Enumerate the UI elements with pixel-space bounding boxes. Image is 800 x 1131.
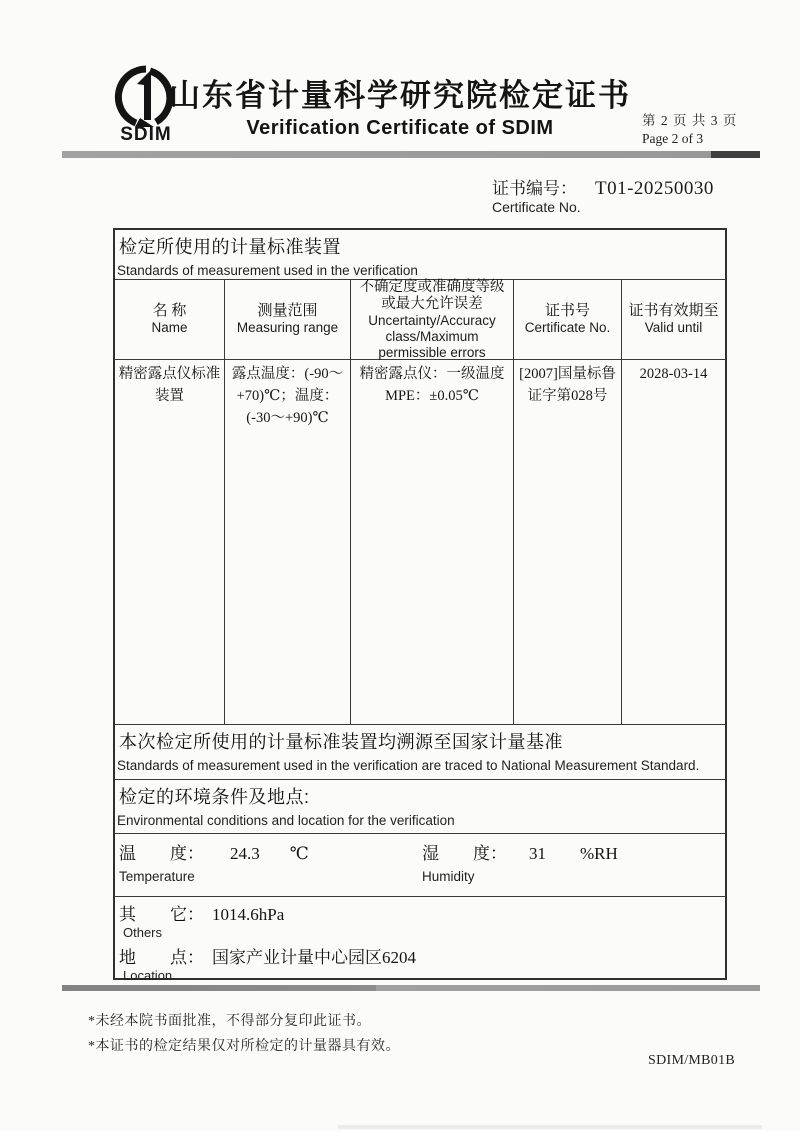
humidity-label-cn: 湿 度：: [422, 844, 507, 863]
temperature-label-cn: 温 度：: [119, 844, 204, 863]
temperature-value: 24.3: [230, 844, 260, 863]
cell-name: 精密露点仪标准装置: [115, 360, 225, 724]
column-header-valid-until: 证书有效期至 Valid until: [628, 302, 719, 336]
standards-section-title-cn: 检定所使用的计量标准装置: [119, 237, 341, 257]
standards-table: [113, 228, 727, 983]
location-label-en: Location: [123, 968, 173, 983]
standards-section-title-en: Standards of measurement used in the verification: [117, 263, 418, 278]
standards-data-row: [115, 360, 725, 725]
environment-section-header: [115, 780, 725, 834]
temperature-humidity-row: [115, 834, 725, 897]
column-header-certificate-no: 证书号 Certificate No.: [514, 280, 622, 359]
column-header-measuring-range: 测量范围 Measuring range: [225, 280, 351, 359]
footer-note-2: *本证书的检定结果仅对所检定的计量器具有效。: [88, 1039, 400, 1054]
cell-measuring-range: 露点温度：(-90～+70)℃；温度：(-30～+90)℃: [225, 360, 351, 724]
others-label-cn: 其 它：: [119, 905, 204, 924]
cell-valid-until: 2028-03-14: [639, 366, 708, 382]
header-divider-bar: [62, 151, 760, 158]
humidity-group: [422, 839, 618, 884]
form-code: SDIM/MB01B: [648, 1053, 736, 1068]
others-value: 1014.6hPa: [212, 905, 285, 924]
others-location-row: [115, 900, 725, 983]
certificate-number-label-cn: 证书编号：: [492, 179, 577, 198]
environment-title-en: Environmental conditions and location for the verification: [117, 813, 455, 828]
temperature-unit: ℃: [289, 844, 309, 863]
location-value: 国家产业计量中心园区6204: [212, 948, 416, 967]
column-header-uncertainty: 不确定度或准确度等级或最大允许误差 Uncertainty/Accuracy class/Maximum permissible errors: [351, 280, 514, 359]
location-group: [115, 943, 725, 983]
humidity-unit: %RH: [580, 844, 618, 863]
standards-header-row: [115, 280, 725, 360]
page-bottom-edge-bar: [338, 1125, 762, 1129]
page-info-en: Page 2 of 3: [642, 130, 704, 146]
others-label-en: Others: [123, 925, 163, 940]
certificate-number-line: [492, 174, 714, 200]
certificate-number-label-en: Certificate No.: [492, 199, 581, 215]
certificate-title-en: Verification Certificate of SDIM: [246, 117, 554, 139]
logo-text: SDIM: [120, 124, 172, 145]
standards-section-header: [115, 230, 725, 280]
page-info: [642, 112, 762, 147]
environment-title-cn: 检定的环境条件及地点:: [119, 787, 310, 807]
certificate-title-cn: 山东省计量科学研究院检定证书: [169, 78, 631, 113]
location-label-cn: 地 点：: [119, 948, 204, 967]
footer-note-1: *未经本院书面批准，不得部分复印此证书。: [88, 1014, 371, 1029]
traceability-statement-en: Standards of measurement used in the verification are traced to National Measurement Standard.: [117, 758, 700, 773]
temperature-label-en: Temperature: [119, 869, 195, 884]
footer-divider-bar: [62, 985, 760, 991]
humidity-value: 31: [529, 844, 546, 863]
others-group: [115, 900, 725, 940]
certificate-number-value: T01-20250030: [595, 178, 714, 199]
cell-uncertainty: 精密露点仪：一级温度 MPE：±0.05℃: [351, 360, 514, 724]
humidity-label-en: Humidity: [422, 869, 475, 884]
traceability-section: [115, 725, 725, 780]
cell-certificate-no: [2007]国量标鲁证字第028号: [514, 360, 622, 724]
traceability-statement-cn: 本次检定所使用的计量标准装置均溯源至国家计量基准: [119, 732, 563, 752]
page-info-cn: 第 2 页 共 3 页: [642, 113, 738, 128]
column-header-name: 名 称 Name: [115, 280, 225, 359]
temperature-group: [119, 839, 309, 884]
